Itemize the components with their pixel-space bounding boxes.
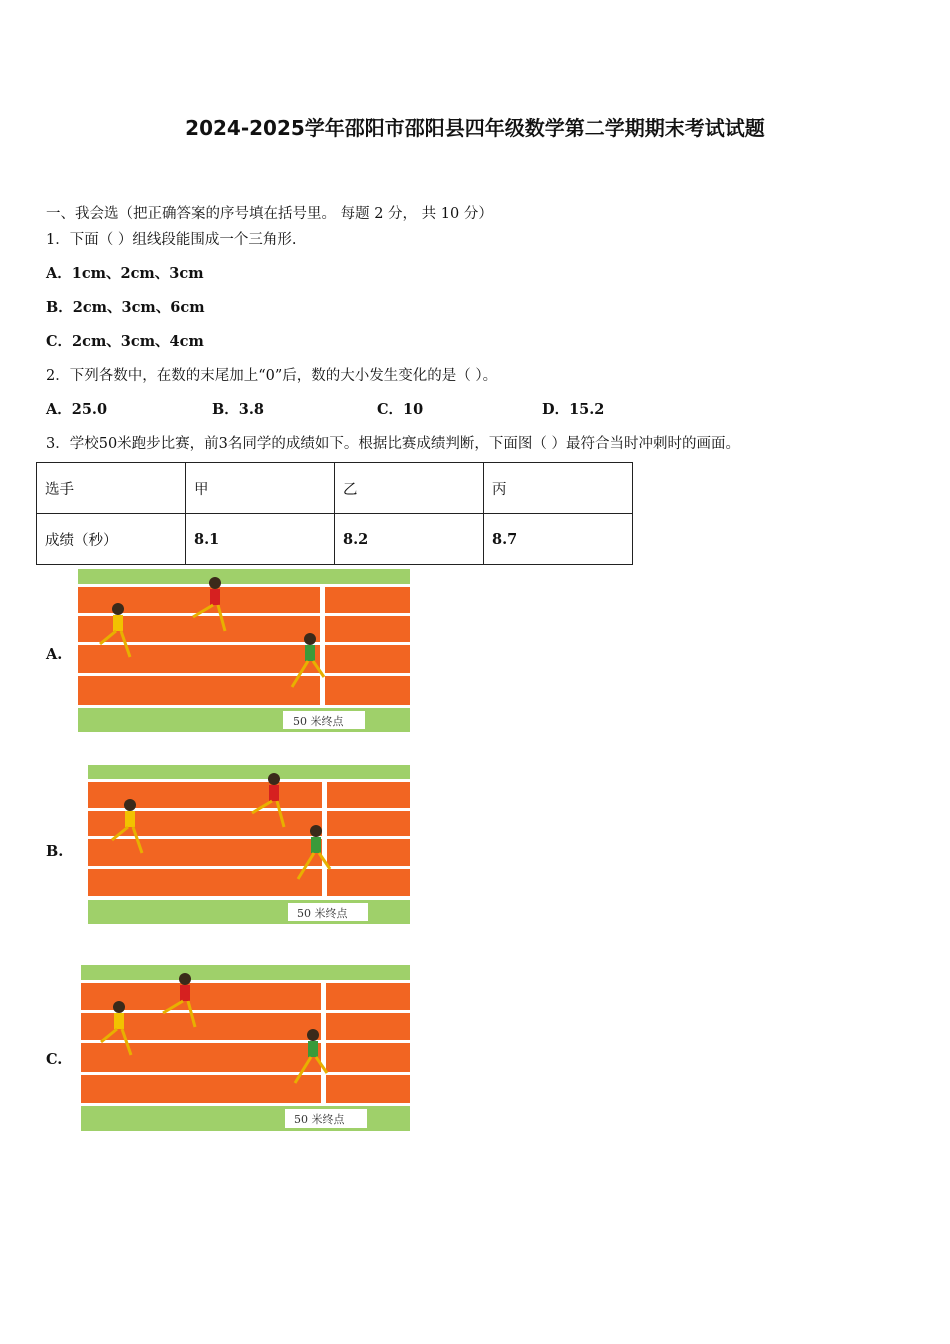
q2-option-a: A．25.0 xyxy=(46,401,108,418)
q1-option-b: B．2cm、3cm、6cm xyxy=(46,299,205,316)
question-1-stem: 1．下面（ ）组线段能围成一个三角形. xyxy=(46,232,297,248)
table-cell: 成绩（秒） xyxy=(37,514,186,565)
race-picture-b xyxy=(88,765,410,925)
q2-option-d: D．15.2 xyxy=(542,401,605,418)
race-picture-c xyxy=(81,965,410,1131)
q2-option-c: C．10 xyxy=(377,401,424,418)
race-picture-a xyxy=(78,569,410,732)
page-title: 2024-2025学年邵阳市邵阳县四年级数学第二学期期末考试试题 xyxy=(185,116,765,140)
table-cell: 选手 xyxy=(37,463,186,514)
q1-option-c: C．2cm、3cm、4cm xyxy=(46,333,204,350)
finish-line-label: 50 米终点 xyxy=(294,1113,345,1126)
q1-option-a: A．1cm、2cm、3cm xyxy=(46,265,204,282)
finish-line-label: 50 米终点 xyxy=(297,907,348,920)
picture-a-label: A. xyxy=(46,646,63,663)
question-3-stem: 3．学校50米跑步比赛，前3名同学的成绩如下。根据比赛成绩判断，下面图（ ）最符合当时冲刺时的画面。 xyxy=(46,436,741,452)
table-cell: 8.1 xyxy=(186,514,335,565)
table-row xyxy=(37,514,633,565)
question-2-stem: 2．下列各数中，在数的末尾加上“0”后，数的大小发生变化的是（ ）。 xyxy=(46,368,498,384)
picture-b-label: B. xyxy=(46,843,64,860)
table-cell: 8.7 xyxy=(484,514,633,565)
section-heading: 一、我会选（把正确答案的序号填在括号里。 每题 2 分， 共 10 分） xyxy=(46,206,493,222)
table-cell: 甲 xyxy=(186,463,335,514)
picture-c-label: C. xyxy=(46,1051,63,1068)
finish-line-label: 50 米终点 xyxy=(293,715,344,728)
table-cell: 8.2 xyxy=(335,514,484,565)
table-cell: 乙 xyxy=(335,463,484,514)
table-cell: 丙 xyxy=(484,463,633,514)
score-table xyxy=(36,462,633,565)
q2-option-b: B．3.8 xyxy=(212,401,264,418)
table-row xyxy=(37,463,633,514)
